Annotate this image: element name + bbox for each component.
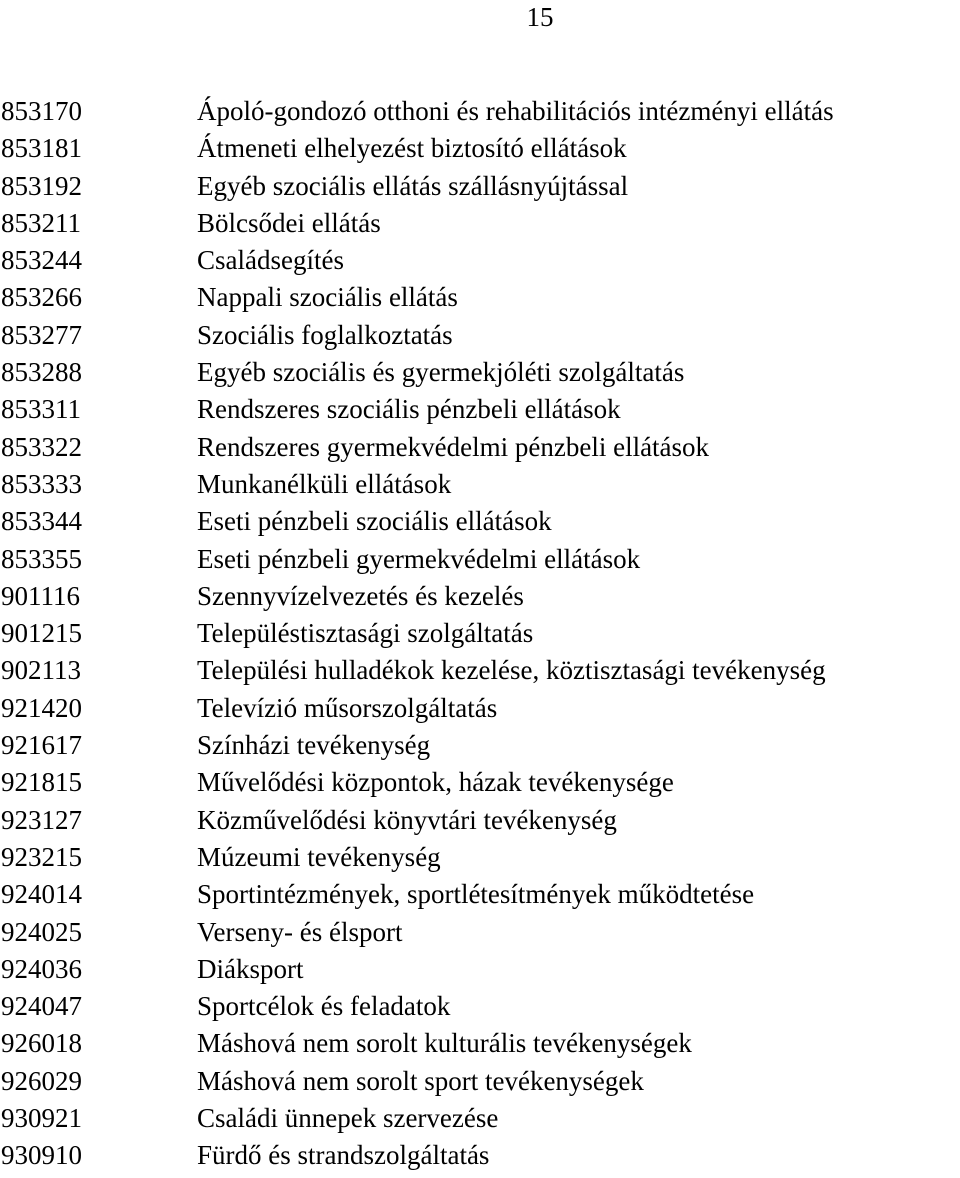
list-item bbox=[0, 503, 834, 540]
activity-code: 923127 bbox=[1, 804, 82, 835]
activity-description: Színházi tevékenység bbox=[197, 730, 431, 761]
activity-code: 853277 bbox=[1, 319, 82, 350]
list-item bbox=[0, 317, 834, 354]
activity-code: 853266 bbox=[1, 282, 82, 313]
activity-code: 924014 bbox=[1, 879, 82, 910]
activity-code: 901116 bbox=[1, 580, 80, 611]
activity-code: 921420 bbox=[1, 692, 82, 723]
list-item bbox=[0, 205, 834, 242]
list-item bbox=[0, 839, 834, 876]
activity-description: Családi ünnepek szervezése bbox=[197, 1103, 499, 1134]
activity-code: 926018 bbox=[1, 1028, 82, 1059]
list-item bbox=[0, 914, 834, 951]
activity-description: Munkanélküli ellátások bbox=[197, 468, 452, 499]
list-item bbox=[0, 242, 834, 279]
activity-description: Verseny- és élsport bbox=[197, 916, 403, 947]
list-item bbox=[0, 168, 834, 205]
activity-description: Egyéb szociális és gyermekjóléti szolgáltatás bbox=[197, 357, 685, 388]
activity-description: Ápoló-gondozó otthoni és rehabilitációs intézményi ellátás bbox=[197, 96, 834, 126]
list-item bbox=[0, 988, 834, 1025]
list-item bbox=[0, 615, 834, 652]
activity-description: Települési hulladékok kezelése, köztisztasági tevékenység bbox=[197, 655, 826, 686]
list-item bbox=[0, 429, 834, 466]
activity-code: 853311 bbox=[1, 394, 81, 425]
activity-code: 901215 bbox=[1, 618, 82, 649]
activity-description: Művelődési központok, házak tevékenysége bbox=[197, 767, 674, 798]
list-item bbox=[0, 93, 834, 130]
list-item bbox=[0, 279, 834, 316]
activity-description: Közművelődési könyvtári tevékenység bbox=[197, 804, 617, 835]
list-item bbox=[0, 391, 834, 428]
activity-code: 853244 bbox=[1, 245, 82, 276]
list-item bbox=[0, 1063, 834, 1100]
list-item bbox=[0, 652, 834, 689]
activity-code: 926029 bbox=[1, 1065, 82, 1096]
list-item bbox=[0, 690, 834, 727]
activity-code-list bbox=[0, 93, 834, 1175]
list-item bbox=[0, 1025, 834, 1062]
activity-code: 853288 bbox=[1, 357, 82, 388]
activity-description: Máshová nem sorolt kulturális tevékenységek bbox=[197, 1028, 692, 1059]
list-item bbox=[0, 578, 834, 615]
list-item bbox=[0, 1100, 834, 1137]
activity-description: Településtisztasági szolgáltatás bbox=[197, 618, 534, 649]
list-item bbox=[0, 727, 834, 764]
activity-code: 924025 bbox=[1, 916, 82, 947]
activity-description: Bölcsődei ellátás bbox=[197, 207, 381, 238]
activity-code: 853181 bbox=[1, 133, 82, 164]
activity-description: Fürdő és strandszolgáltatás bbox=[197, 1140, 490, 1171]
list-item bbox=[0, 951, 834, 988]
list-item bbox=[0, 1137, 834, 1174]
list-item bbox=[0, 466, 834, 503]
list-item bbox=[0, 876, 834, 913]
activity-code: 930921 bbox=[1, 1103, 82, 1134]
activity-code: 921617 bbox=[1, 730, 82, 761]
list-item bbox=[0, 802, 834, 839]
activity-description: Máshová nem sorolt sport tevékenységek bbox=[197, 1065, 644, 1096]
activity-description: Sportcélok és feladatok bbox=[197, 991, 451, 1022]
activity-code: 853192 bbox=[1, 170, 82, 201]
activity-code: 923215 bbox=[1, 841, 82, 872]
activity-description: Múzeumi tevékenység bbox=[197, 841, 441, 872]
activity-description: Szennyvízelvezetés és kezelés bbox=[197, 580, 524, 611]
list-item bbox=[0, 130, 834, 167]
activity-code: 924036 bbox=[1, 953, 82, 984]
activity-code: 853211 bbox=[1, 207, 81, 238]
activity-description: Diáksport bbox=[197, 953, 304, 984]
activity-description: Átmeneti elhelyezést biztosító ellátások bbox=[197, 133, 627, 164]
activity-code: 930910 bbox=[1, 1140, 82, 1171]
activity-code: 853170 bbox=[1, 96, 82, 126]
activity-description: Egyéb szociális ellátás szállásnyújtással bbox=[197, 170, 629, 201]
activity-description: Televízió műsorszolgáltatás bbox=[197, 692, 498, 723]
activity-code: 902113 bbox=[1, 655, 81, 686]
activity-code: 924047 bbox=[1, 991, 82, 1022]
activity-code: 921815 bbox=[1, 767, 82, 798]
activity-description: Családsegítés bbox=[197, 245, 344, 276]
activity-description: Nappali szociális ellátás bbox=[197, 282, 458, 313]
activity-description: Rendszeres szociális pénzbeli ellátások bbox=[197, 394, 621, 425]
activity-code: 853322 bbox=[1, 431, 82, 462]
page-number: 15 bbox=[526, 2, 554, 32]
activity-description: Eseti pénzbeli gyermekvédelmi ellátások bbox=[197, 543, 641, 574]
activity-code: 853344 bbox=[1, 506, 82, 537]
activity-description: Sportintézmények, sportlétesítmények működtetése bbox=[197, 879, 755, 910]
activity-description: Szociális foglalkoztatás bbox=[197, 319, 453, 350]
activity-code: 853333 bbox=[1, 468, 82, 499]
list-item bbox=[0, 541, 834, 578]
activity-description: Rendszeres gyermekvédelmi pénzbeli ellátások bbox=[197, 431, 710, 462]
activity-description: Eseti pénzbeli szociális ellátások bbox=[197, 506, 552, 537]
activity-code: 853355 bbox=[1, 543, 82, 574]
list-item bbox=[0, 764, 834, 801]
list-item bbox=[0, 354, 834, 391]
